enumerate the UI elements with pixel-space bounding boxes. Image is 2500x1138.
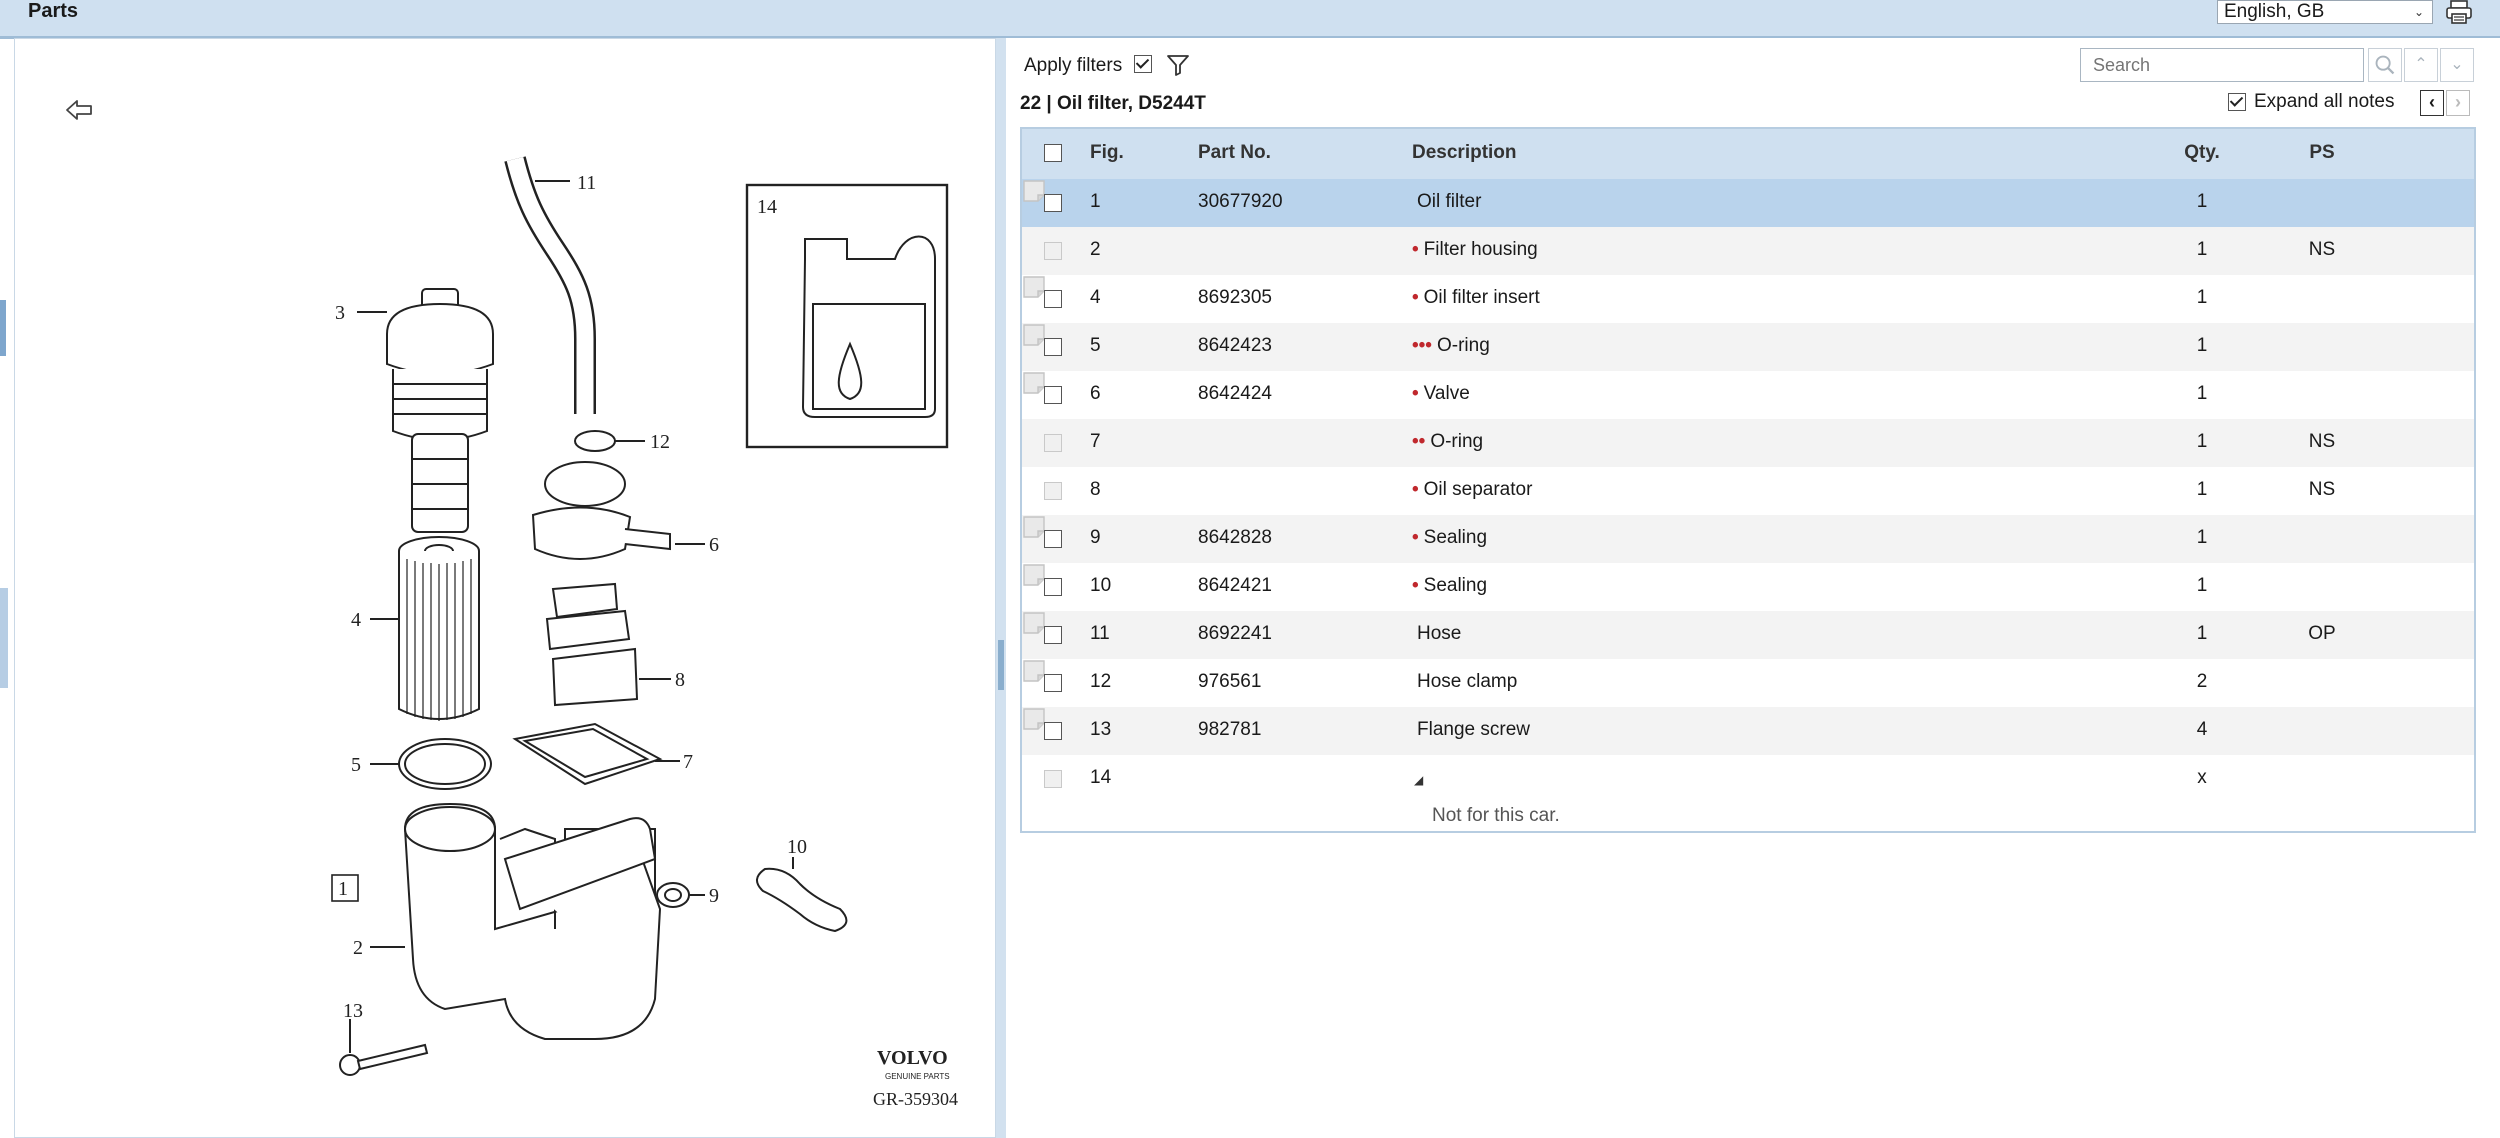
row-description-text: Hose — [1417, 623, 1462, 644]
row-fig: 7 — [1090, 431, 1101, 452]
table-row[interactable] — [1022, 419, 2474, 467]
section-title: 22 | Oil filter, D5244T — [1020, 93, 1206, 114]
note-toggle-icon[interactable]: ◢ — [1414, 773, 1424, 787]
note-icon[interactable] — [1022, 371, 1046, 395]
filter-funnel-icon[interactable] — [1166, 53, 1190, 77]
row-description — [1412, 527, 1487, 549]
apply-filters-label: Apply filters — [1024, 55, 1123, 76]
search-icon[interactable] — [2368, 48, 2402, 82]
row-qty: 1 — [2196, 287, 2208, 308]
table-row[interactable] — [1022, 179, 2474, 227]
row-part-number: 982781 — [1198, 719, 1262, 740]
callout-7: 7 — [683, 751, 693, 773]
row-description — [1412, 431, 1483, 453]
select-all-checkbox[interactable] — [1044, 144, 1062, 162]
row-description-text: Oil separator — [1423, 479, 1533, 500]
row-fig: 1 — [1090, 191, 1101, 212]
table-row[interactable] — [1022, 611, 2474, 659]
table-row[interactable] — [1022, 467, 2474, 515]
collapse-panel-button[interactable]: ‹ — [2420, 90, 2444, 116]
row-qty: 1 — [2196, 191, 2208, 212]
exploded-parts-diagram — [295, 139, 975, 1119]
indent-dots: • — [1412, 287, 1419, 308]
callout-4: 4 — [351, 609, 361, 631]
note-icon[interactable] — [1022, 179, 1046, 203]
row-qty: 1 — [2196, 335, 2208, 356]
row-description-text: Filter housing — [1423, 239, 1538, 260]
table-row[interactable] — [1022, 323, 2474, 371]
indent-dots: •• — [1412, 431, 1426, 452]
left-edge-handle[interactable] — [0, 588, 8, 688]
table-row[interactable] — [1022, 659, 2474, 707]
page-title: Parts — [28, 0, 79, 22]
row-checkbox[interactable] — [1044, 290, 1062, 308]
row-qty: 1 — [2196, 575, 2208, 596]
previous-result-button[interactable]: ⌃ — [2404, 48, 2438, 82]
note-icon[interactable] — [1022, 563, 1046, 587]
row-fig: 4 — [1090, 287, 1101, 308]
row-description — [1412, 239, 1538, 261]
row-description-text: Sealing — [1423, 527, 1488, 548]
indent-dots: ••• — [1412, 335, 1432, 356]
back-arrow-icon[interactable] — [65, 99, 93, 121]
row-qty: 1 — [2196, 527, 2208, 548]
row-description-text: Oil filter — [1417, 191, 1482, 212]
expand-notes-checkbox[interactable] — [2228, 93, 2246, 111]
callout-3: 3 — [335, 302, 345, 324]
row-description — [1412, 623, 1461, 645]
row-description-text: Valve — [1423, 383, 1470, 404]
language-select[interactable] — [2217, 0, 2433, 24]
row-checkbox — [1044, 434, 1062, 452]
callout-14: 14 — [757, 196, 777, 218]
row-ps: NS — [2308, 431, 2336, 452]
column-header-part-no[interactable]: Part No. — [1198, 142, 1271, 163]
row-qty: 1 — [2196, 239, 2208, 260]
row-description-text: Hose clamp — [1417, 671, 1518, 692]
row-ps: NS — [2308, 239, 2336, 260]
row-description — [1412, 335, 1490, 357]
search-input[interactable] — [2080, 48, 2364, 82]
row-checkbox[interactable] — [1044, 530, 1062, 548]
row-qty: 2 — [2196, 671, 2208, 692]
expand-panel-button[interactable]: › — [2446, 90, 2470, 116]
row-description — [1412, 287, 1540, 309]
row-fig: 11 — [1090, 623, 1110, 644]
row-qty: x — [2197, 767, 2207, 788]
indent-dots: • — [1412, 575, 1419, 596]
row-qty: 1 — [2196, 623, 2208, 644]
row-ps: OP — [2308, 623, 2336, 644]
table-row[interactable] — [1022, 227, 2474, 275]
note-icon[interactable] — [1022, 515, 1046, 539]
callout-11: 11 — [577, 172, 597, 194]
left-edge-tab[interactable] — [0, 300, 6, 356]
row-fig: 6 — [1090, 383, 1101, 404]
callout-6: 6 — [709, 534, 719, 556]
row-part-number: 30677920 — [1198, 191, 1283, 212]
expand-notes-label: Expand all notes — [2254, 91, 2395, 112]
row-description — [1412, 479, 1532, 501]
table-row[interactable] — [1022, 371, 2474, 419]
row-fig: 5 — [1090, 335, 1101, 356]
column-header-qty[interactable]: Qty. — [2184, 142, 2220, 163]
row-description-text: Sealing — [1423, 575, 1488, 596]
row-fig: 8 — [1090, 479, 1101, 500]
table-header — [1022, 129, 2474, 179]
row-fig: 13 — [1090, 719, 1112, 740]
table-row[interactable] — [1022, 707, 2474, 755]
column-header-fig[interactable]: Fig. — [1090, 142, 1124, 163]
table-row[interactable] — [1022, 275, 2474, 323]
row-description-text: Flange screw — [1417, 719, 1530, 740]
row-fig: 9 — [1090, 527, 1101, 548]
volvo-logo — [877, 1047, 950, 1081]
callout-5: 5 — [351, 754, 361, 776]
row-checkbox[interactable] — [1044, 722, 1062, 740]
row-fig: 10 — [1090, 575, 1112, 596]
callout-2: 2 — [353, 937, 363, 959]
row-ps: NS — [2308, 479, 2336, 500]
expand-notes-control[interactable] — [2228, 90, 2395, 114]
note-icon[interactable] — [1022, 707, 1046, 731]
table-row[interactable] — [1022, 755, 2474, 839]
column-header-ps[interactable]: PS — [2309, 142, 2335, 163]
row-checkbox[interactable] — [1044, 338, 1062, 356]
row-description-text: Oil filter insert — [1423, 287, 1540, 308]
row-description-text: O-ring — [1430, 431, 1484, 452]
svg-text:VOLVO: VOLVO — [877, 1047, 948, 1069]
row-description — [1412, 575, 1487, 597]
note-icon[interactable] — [1022, 611, 1046, 635]
row-part-number: 8692241 — [1198, 623, 1272, 644]
row-fig: 12 — [1090, 671, 1112, 692]
panel-splitter[interactable] — [996, 38, 1006, 1138]
row-description — [1412, 383, 1470, 405]
row-description-text: O-ring — [1436, 335, 1490, 356]
svg-text:GENUINE PARTS: GENUINE PARTS — [885, 1072, 950, 1081]
callout-8: 8 — [675, 669, 685, 691]
row-fig: 14 — [1090, 767, 1112, 788]
callout-10: 10 — [787, 836, 807, 858]
row-part-number: 8692305 — [1198, 287, 1272, 308]
row-part-number: 976561 — [1198, 671, 1262, 692]
row-part-number: 8642424 — [1198, 383, 1272, 404]
row-checkbox[interactable] — [1044, 194, 1062, 212]
row-part-number: 8642421 — [1198, 575, 1272, 596]
chevron-down-icon: ⌄ — [2413, 5, 2424, 19]
diagram-reference: GR-359304 — [873, 1089, 958, 1109]
row-description — [1412, 671, 1517, 693]
row-note-text: Not for this car. — [1432, 805, 1560, 826]
indent-dots: • — [1412, 383, 1419, 404]
note-icon[interactable] — [1022, 323, 1046, 347]
illustration-panel — [14, 38, 996, 1138]
row-part-number: 8642828 — [1198, 527, 1272, 548]
note-icon[interactable] — [1022, 659, 1046, 683]
indent-dots: • — [1412, 239, 1419, 260]
callout-12: 12 — [650, 431, 670, 453]
row-qty: 1 — [2196, 479, 2208, 500]
column-header-description[interactable]: Description — [1412, 142, 1517, 163]
indent-dots: • — [1412, 527, 1419, 548]
note-icon[interactable] — [1022, 275, 1046, 299]
row-qty: 1 — [2196, 383, 2208, 404]
row-checkbox — [1044, 770, 1062, 788]
indent-dots: • — [1412, 479, 1419, 500]
row-qty: 4 — [2196, 719, 2208, 740]
print-icon[interactable] — [2444, 0, 2474, 24]
callout-1: 1 — [338, 878, 348, 900]
row-qty: 1 — [2196, 431, 2208, 452]
next-result-button[interactable]: ⌄ — [2440, 48, 2474, 82]
callout-9: 9 — [709, 885, 719, 907]
row-part-number: 8642423 — [1198, 335, 1272, 356]
table-row[interactable] — [1022, 563, 2474, 611]
row-checkbox[interactable] — [1044, 578, 1062, 596]
top-bar — [0, 0, 2500, 39]
row-checkbox — [1044, 482, 1062, 500]
row-fig: 2 — [1090, 239, 1101, 260]
row-checkbox — [1044, 242, 1062, 260]
row-description — [1412, 191, 1481, 213]
splitter-handle[interactable] — [998, 640, 1004, 690]
language-value: English, GB — [2224, 1, 2325, 22]
row-checkbox[interactable] — [1044, 626, 1062, 644]
parts-table — [1020, 127, 2476, 833]
table-row[interactable] — [1022, 515, 2474, 563]
row-checkbox[interactable] — [1044, 386, 1062, 404]
row-description — [1412, 719, 1530, 741]
row-checkbox[interactable] — [1044, 674, 1062, 692]
callout-13: 13 — [343, 1000, 363, 1022]
apply-filters-checkbox[interactable] — [1134, 55, 1152, 73]
